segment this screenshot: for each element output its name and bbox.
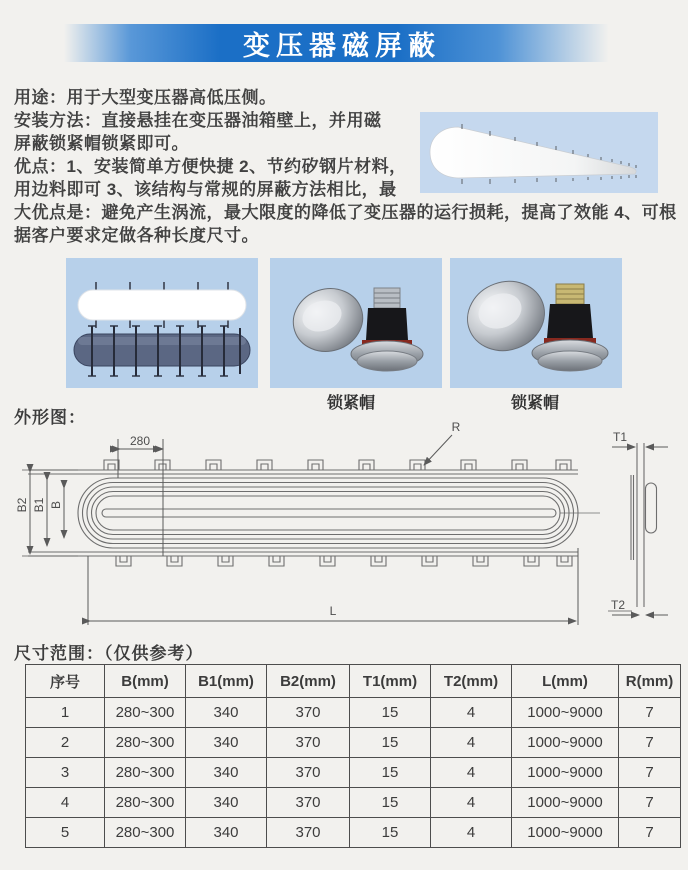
intro-line: 优点：1、安装简单方便快捷 2、节约矽钢片材料， [14, 157, 407, 176]
locking-cap-photo-1 [270, 258, 442, 388]
intro-line: 屏蔽锁紧帽锁紧即可。 [14, 134, 189, 153]
col-header-l: L(mm) [512, 665, 619, 698]
cell: 4 [431, 818, 512, 848]
cell: 15 [350, 758, 431, 788]
locking-cap-drawing-2 [450, 258, 622, 388]
col-header-b1: B1(mm) [186, 665, 267, 698]
cell: 280~300 [105, 818, 186, 848]
cell: 7 [619, 818, 681, 848]
dim-b-label: B [49, 500, 63, 510]
bottom-clips [116, 556, 572, 566]
cell: 4 [431, 698, 512, 728]
cell: 7 [619, 788, 681, 818]
cell: 15 [350, 698, 431, 728]
outline-technical-drawing [0, 415, 688, 640]
table-row [26, 728, 681, 758]
col-header-t2: T2(mm) [431, 665, 512, 698]
shield-strip-drawing [420, 112, 658, 193]
cell: 370 [267, 728, 350, 758]
dim-b2-label: B2 [15, 497, 29, 513]
cell: 1000~9000 [512, 758, 619, 788]
photo-caption: 锁紧帽 [326, 395, 375, 412]
cell: 4 [431, 758, 512, 788]
dim-l-label: L [329, 604, 337, 618]
dim-t2-label: T2 [610, 598, 626, 612]
intro-line: 大优点是：避免产生涡流，最大限度的降低了变压器的运行损耗，提高了效能 4、可根 [14, 203, 677, 222]
cell: 1 [26, 698, 105, 728]
dimension-labels [15, 420, 627, 618]
cell: 15 [350, 818, 431, 848]
cell: 340 [186, 788, 267, 818]
size-range-heading: 尺寸范围：（仅供参考） [14, 644, 204, 663]
outline-heading: 外形图： [14, 408, 86, 427]
intro-line: 据客户要求定做各种长度尺寸。 [14, 226, 259, 245]
title-banner [64, 24, 620, 62]
photo-caption: 锁紧帽 [510, 395, 559, 412]
cell: 370 [267, 698, 350, 728]
cell: 4 [26, 788, 105, 818]
col-header-index: 序号 [26, 665, 105, 698]
cell: 7 [619, 758, 681, 788]
dim-t1-label: T1 [612, 430, 628, 444]
cell: 15 [350, 728, 431, 758]
cell: 5 [26, 818, 105, 848]
cell: 1000~9000 [512, 788, 619, 818]
table-row [26, 788, 681, 818]
shield-strip-photo [420, 112, 658, 193]
intro-line: 用边料即可 3、该结构与常规的屏蔽方法相比，最 [14, 180, 397, 199]
cell: 7 [619, 728, 681, 758]
page-title: 变压器磁屏蔽 [243, 30, 441, 61]
dim-280-label: 280 [129, 434, 151, 448]
intro-line: 安装方法：直接悬挂在变压器油箱壁上，并用磁 [14, 111, 382, 130]
cell: 340 [186, 728, 267, 758]
cell: 280~300 [105, 728, 186, 758]
cell: 2 [26, 728, 105, 758]
table-row [26, 818, 681, 848]
cell: 7 [619, 698, 681, 728]
cell: 1000~9000 [512, 818, 619, 848]
col-header-b2: B2(mm) [267, 665, 350, 698]
cell: 3 [26, 758, 105, 788]
locking-cap-photo-2 [450, 258, 622, 388]
cell: 4 [431, 788, 512, 818]
table-header-row [26, 665, 681, 698]
cell: 1000~9000 [512, 728, 619, 758]
intro-line: 用途：用于大型变压器高低压侧。 [14, 88, 277, 107]
cell: 15 [350, 788, 431, 818]
cell: 1000~9000 [512, 698, 619, 728]
cell: 340 [186, 698, 267, 728]
cell: 280~300 [105, 788, 186, 818]
col-header-t1: T1(mm) [350, 665, 431, 698]
cell: 280~300 [105, 698, 186, 728]
cell: 4 [431, 728, 512, 758]
size-table [25, 664, 681, 848]
locking-cap-drawing-1 [270, 258, 442, 388]
col-header-b: B(mm) [105, 665, 186, 698]
dim-b1-label: B1 [32, 497, 46, 513]
table-row [26, 698, 681, 728]
cell: 370 [267, 788, 350, 818]
cell: 370 [267, 818, 350, 848]
cell: 280~300 [105, 758, 186, 788]
shield-assembly-drawing [66, 258, 258, 388]
table-row [26, 758, 681, 788]
cell: 340 [186, 818, 267, 848]
shield-assembly-photo [66, 258, 258, 388]
cell: 340 [186, 758, 267, 788]
cell: 370 [267, 758, 350, 788]
dim-r-label: R [451, 420, 461, 434]
col-header-r: R(mm) [619, 665, 681, 698]
top-clips [104, 460, 571, 470]
